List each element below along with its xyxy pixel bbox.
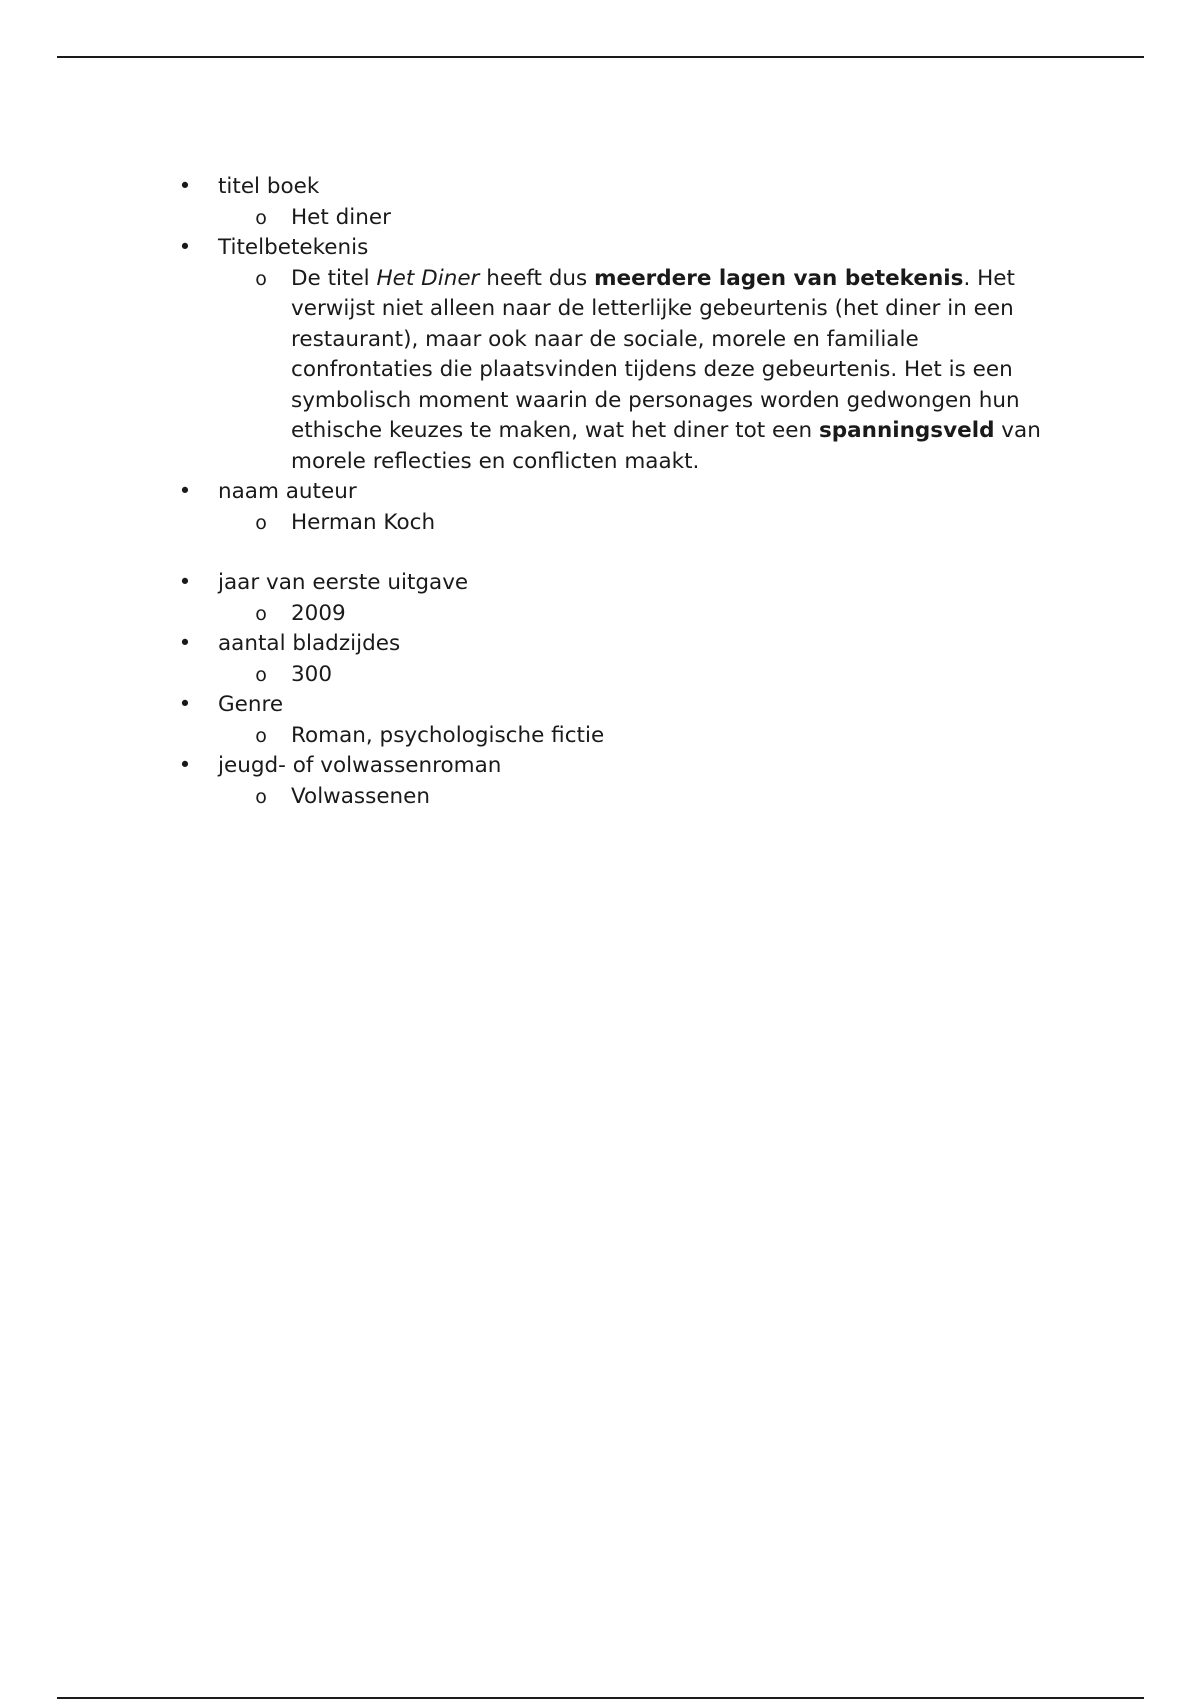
list-item-audience bbox=[0, 751, 1200, 782]
meaning-text: De titel bbox=[291, 265, 377, 291]
bullet-icon: • bbox=[178, 631, 192, 656]
meaning-text: . Het verwijst niet alleen naar de letterlijke gebeurtenis (het diner in een restaurant), maar ook naar de sociale, morele en familiale confrontaties die plaatsvinden tijdens deze gebeurtenis. Het is een symbolisch moment waarin de personages worden gedwongen hun ethische keuzes te maken, wat het diner tot een bbox=[291, 265, 1020, 443]
list-item-pages bbox=[0, 629, 1200, 660]
meaning-bold: spanningsveld bbox=[818, 418, 995, 443]
meaning-text: heeft dus bbox=[479, 265, 595, 291]
sub-bullet-icon: o bbox=[255, 602, 267, 625]
item-label: jaar van eerste uitgave bbox=[218, 570, 469, 595]
sub-item-text: Het diner bbox=[291, 204, 391, 230]
item-label: Genre bbox=[218, 692, 284, 717]
sub-item bbox=[0, 782, 1200, 813]
meaning-paragraph bbox=[291, 264, 1051, 478]
header-rule bbox=[57, 56, 1144, 58]
list-item-author bbox=[0, 477, 1200, 508]
sub-bullet-icon: o bbox=[255, 267, 267, 290]
document-body bbox=[0, 172, 1200, 812]
item-label: aantal bladzijdes bbox=[218, 631, 401, 656]
footer-rule bbox=[57, 1697, 1144, 1699]
bullet-icon: • bbox=[178, 753, 192, 778]
meaning-italic: Het Diner bbox=[376, 265, 480, 291]
sub-bullet-icon: o bbox=[255, 663, 267, 686]
sub-item bbox=[0, 721, 1200, 752]
meaning-text: van morele reflecties en conflicten maakt. bbox=[291, 418, 1041, 474]
sub-bullet-icon: o bbox=[255, 785, 267, 808]
bullet-icon: • bbox=[178, 692, 192, 717]
bullet-icon: • bbox=[178, 479, 192, 504]
bullet-icon: • bbox=[178, 235, 192, 260]
list-item-genre bbox=[0, 690, 1200, 721]
sub-item-text: Roman, psychologische fictie bbox=[291, 722, 605, 748]
sub-item-text: 300 bbox=[291, 661, 333, 687]
sub-item bbox=[0, 660, 1200, 691]
meaning-bold: meerdere lagen van betekenis bbox=[594, 265, 964, 291]
list-item-title bbox=[0, 172, 1200, 203]
sub-item bbox=[0, 508, 1200, 539]
sub-item-text: Volwassenen bbox=[291, 783, 431, 809]
item-label: Titelbetekenis bbox=[218, 235, 369, 260]
list-item-year bbox=[0, 568, 1200, 599]
sub-bullet-icon: o bbox=[255, 511, 267, 534]
item-label: naam auteur bbox=[218, 479, 357, 504]
bullet-icon: • bbox=[178, 174, 192, 199]
sub-bullet-icon: o bbox=[255, 724, 267, 747]
sub-bullet-icon: o bbox=[255, 206, 267, 229]
sub-item-text: Herman Koch bbox=[291, 509, 436, 535]
item-label: titel boek bbox=[218, 174, 320, 199]
sub-item bbox=[0, 599, 1200, 630]
item-label: jeugd- of volwassenroman bbox=[218, 753, 502, 778]
sub-item-text: 2009 bbox=[291, 600, 346, 626]
list-item-title-meaning bbox=[0, 233, 1200, 264]
spacer bbox=[0, 538, 1200, 568]
sub-item bbox=[0, 203, 1200, 234]
bullet-icon: • bbox=[178, 570, 192, 595]
sub-item-meaning bbox=[0, 264, 1200, 478]
